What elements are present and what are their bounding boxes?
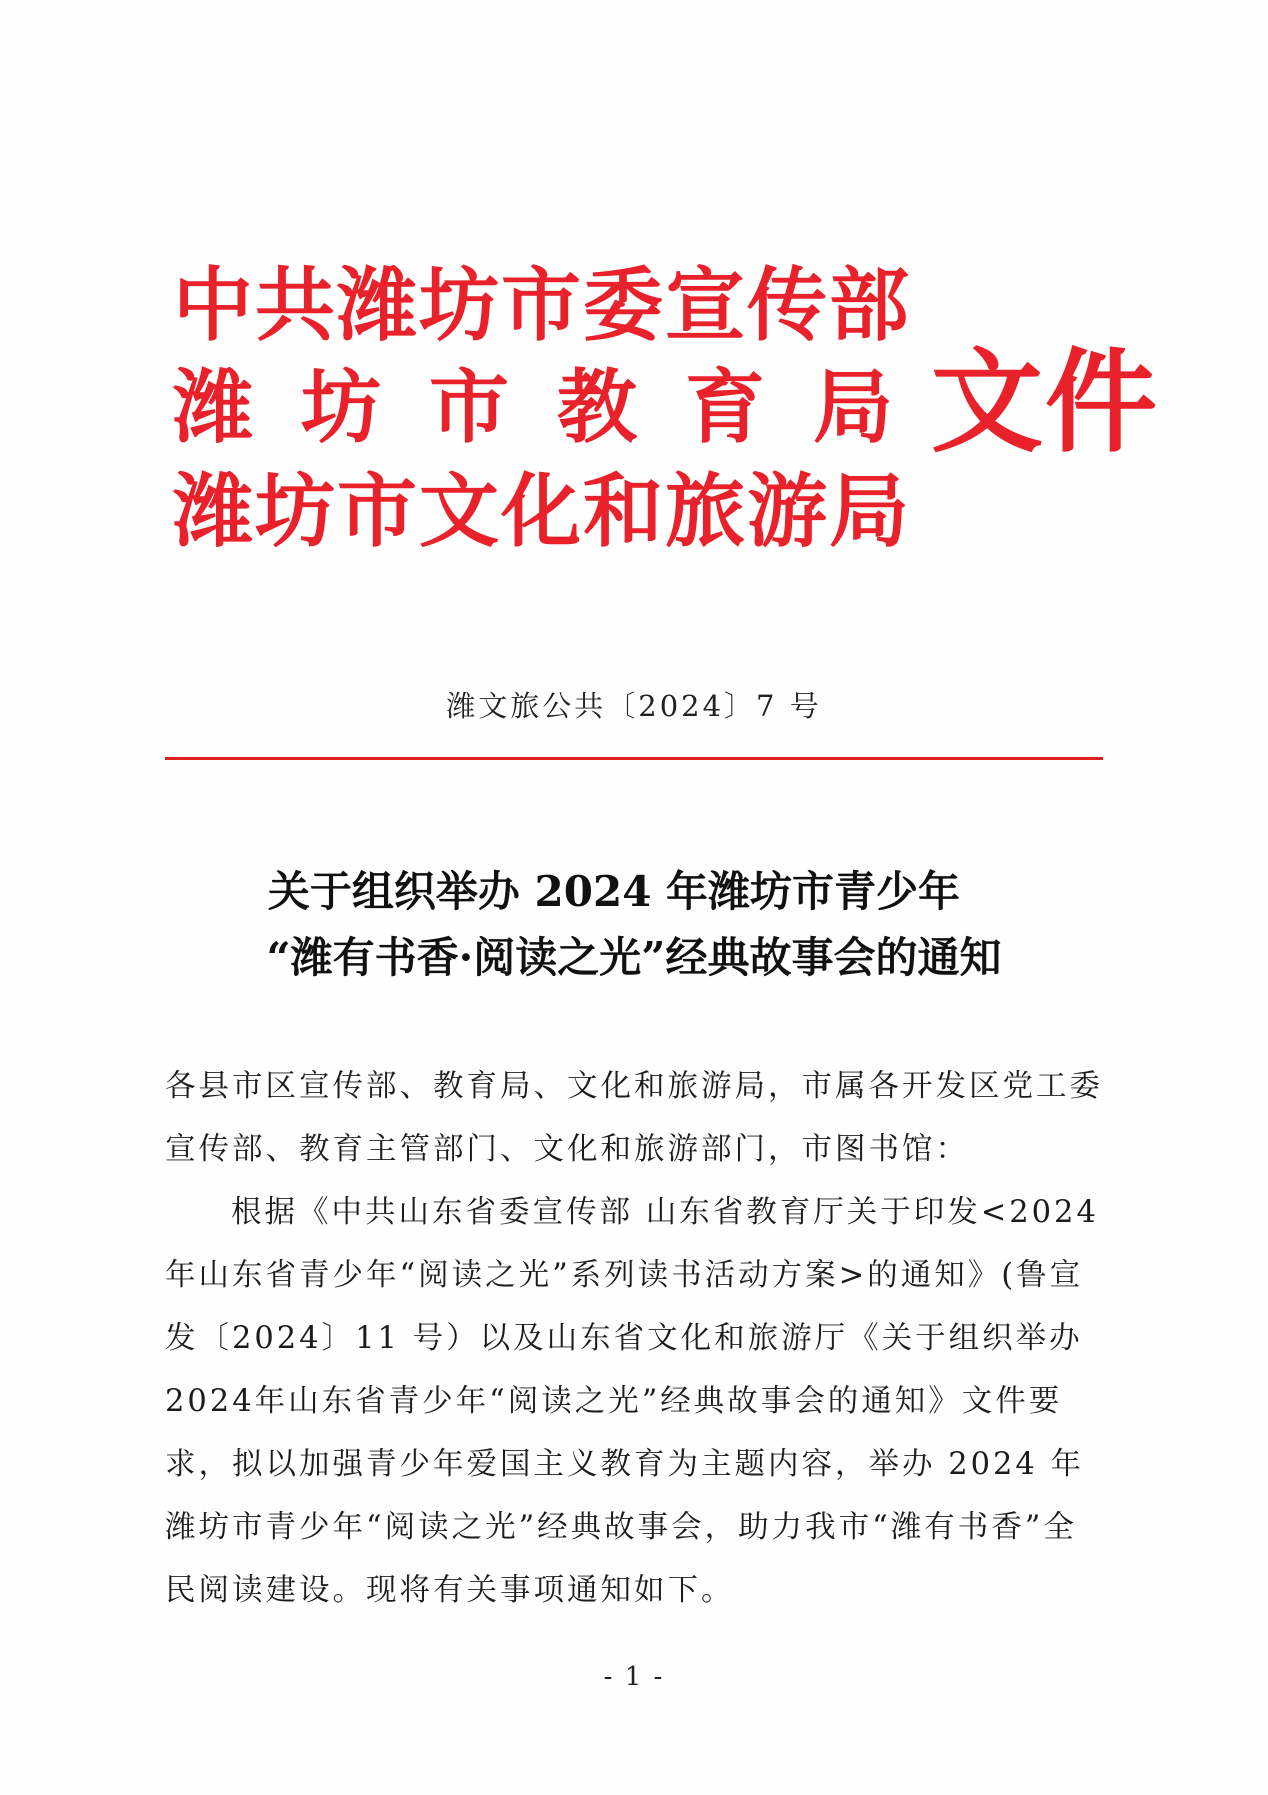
red-letterhead [173, 255, 1159, 558]
letterhead-document-word: 文件 [931, 337, 1159, 468]
issuer-publicity-department: 中共潍坊市委宣传部 [173, 258, 911, 352]
issuer-culture-tourism-bureau: 潍坊市文化和旅游局 [173, 464, 911, 558]
red-divider-line [165, 757, 1103, 760]
notice-title-line-1: 关于组织举办 2024 年潍坊市青少年 [267, 867, 961, 916]
notice-title-line-2: “潍有书香·阅读之光”经典故事会的通知 [266, 933, 1002, 982]
body-paragraph: 根据《中共山东省委宣传部 山东省教育厅关于印发<2024年山东省青少年“阅读之光”系列读书活动方案>的通知》(鲁宣发〔2024〕11 号）以及山东省文化和旅游厅《关于组织举办 2024年山东省青少年“阅读之光”经典故事会的通知》文件要求，拟以加强青少年爱国主义教育为主题内容，举办 2024 年潍坊市青少年“阅读之光”经典故事会，助力我市“潍有书香”全民阅读建设。现将有关事项通知如下。 [165, 1195, 1099, 1608]
document-number: 潍文旅公共〔2024〕7 号 [446, 689, 822, 723]
recipients-paragraph: 各县市区宣传部、教育局、文化和旅游局，市属各开发区党工委宣传部、教育主管部门、文化和旅游部门，市图书馆： [165, 1069, 1103, 1167]
issuer-education-bureau: 潍坊市教育局 [173, 360, 941, 454]
page-number: - 1 - [603, 1662, 665, 1692]
